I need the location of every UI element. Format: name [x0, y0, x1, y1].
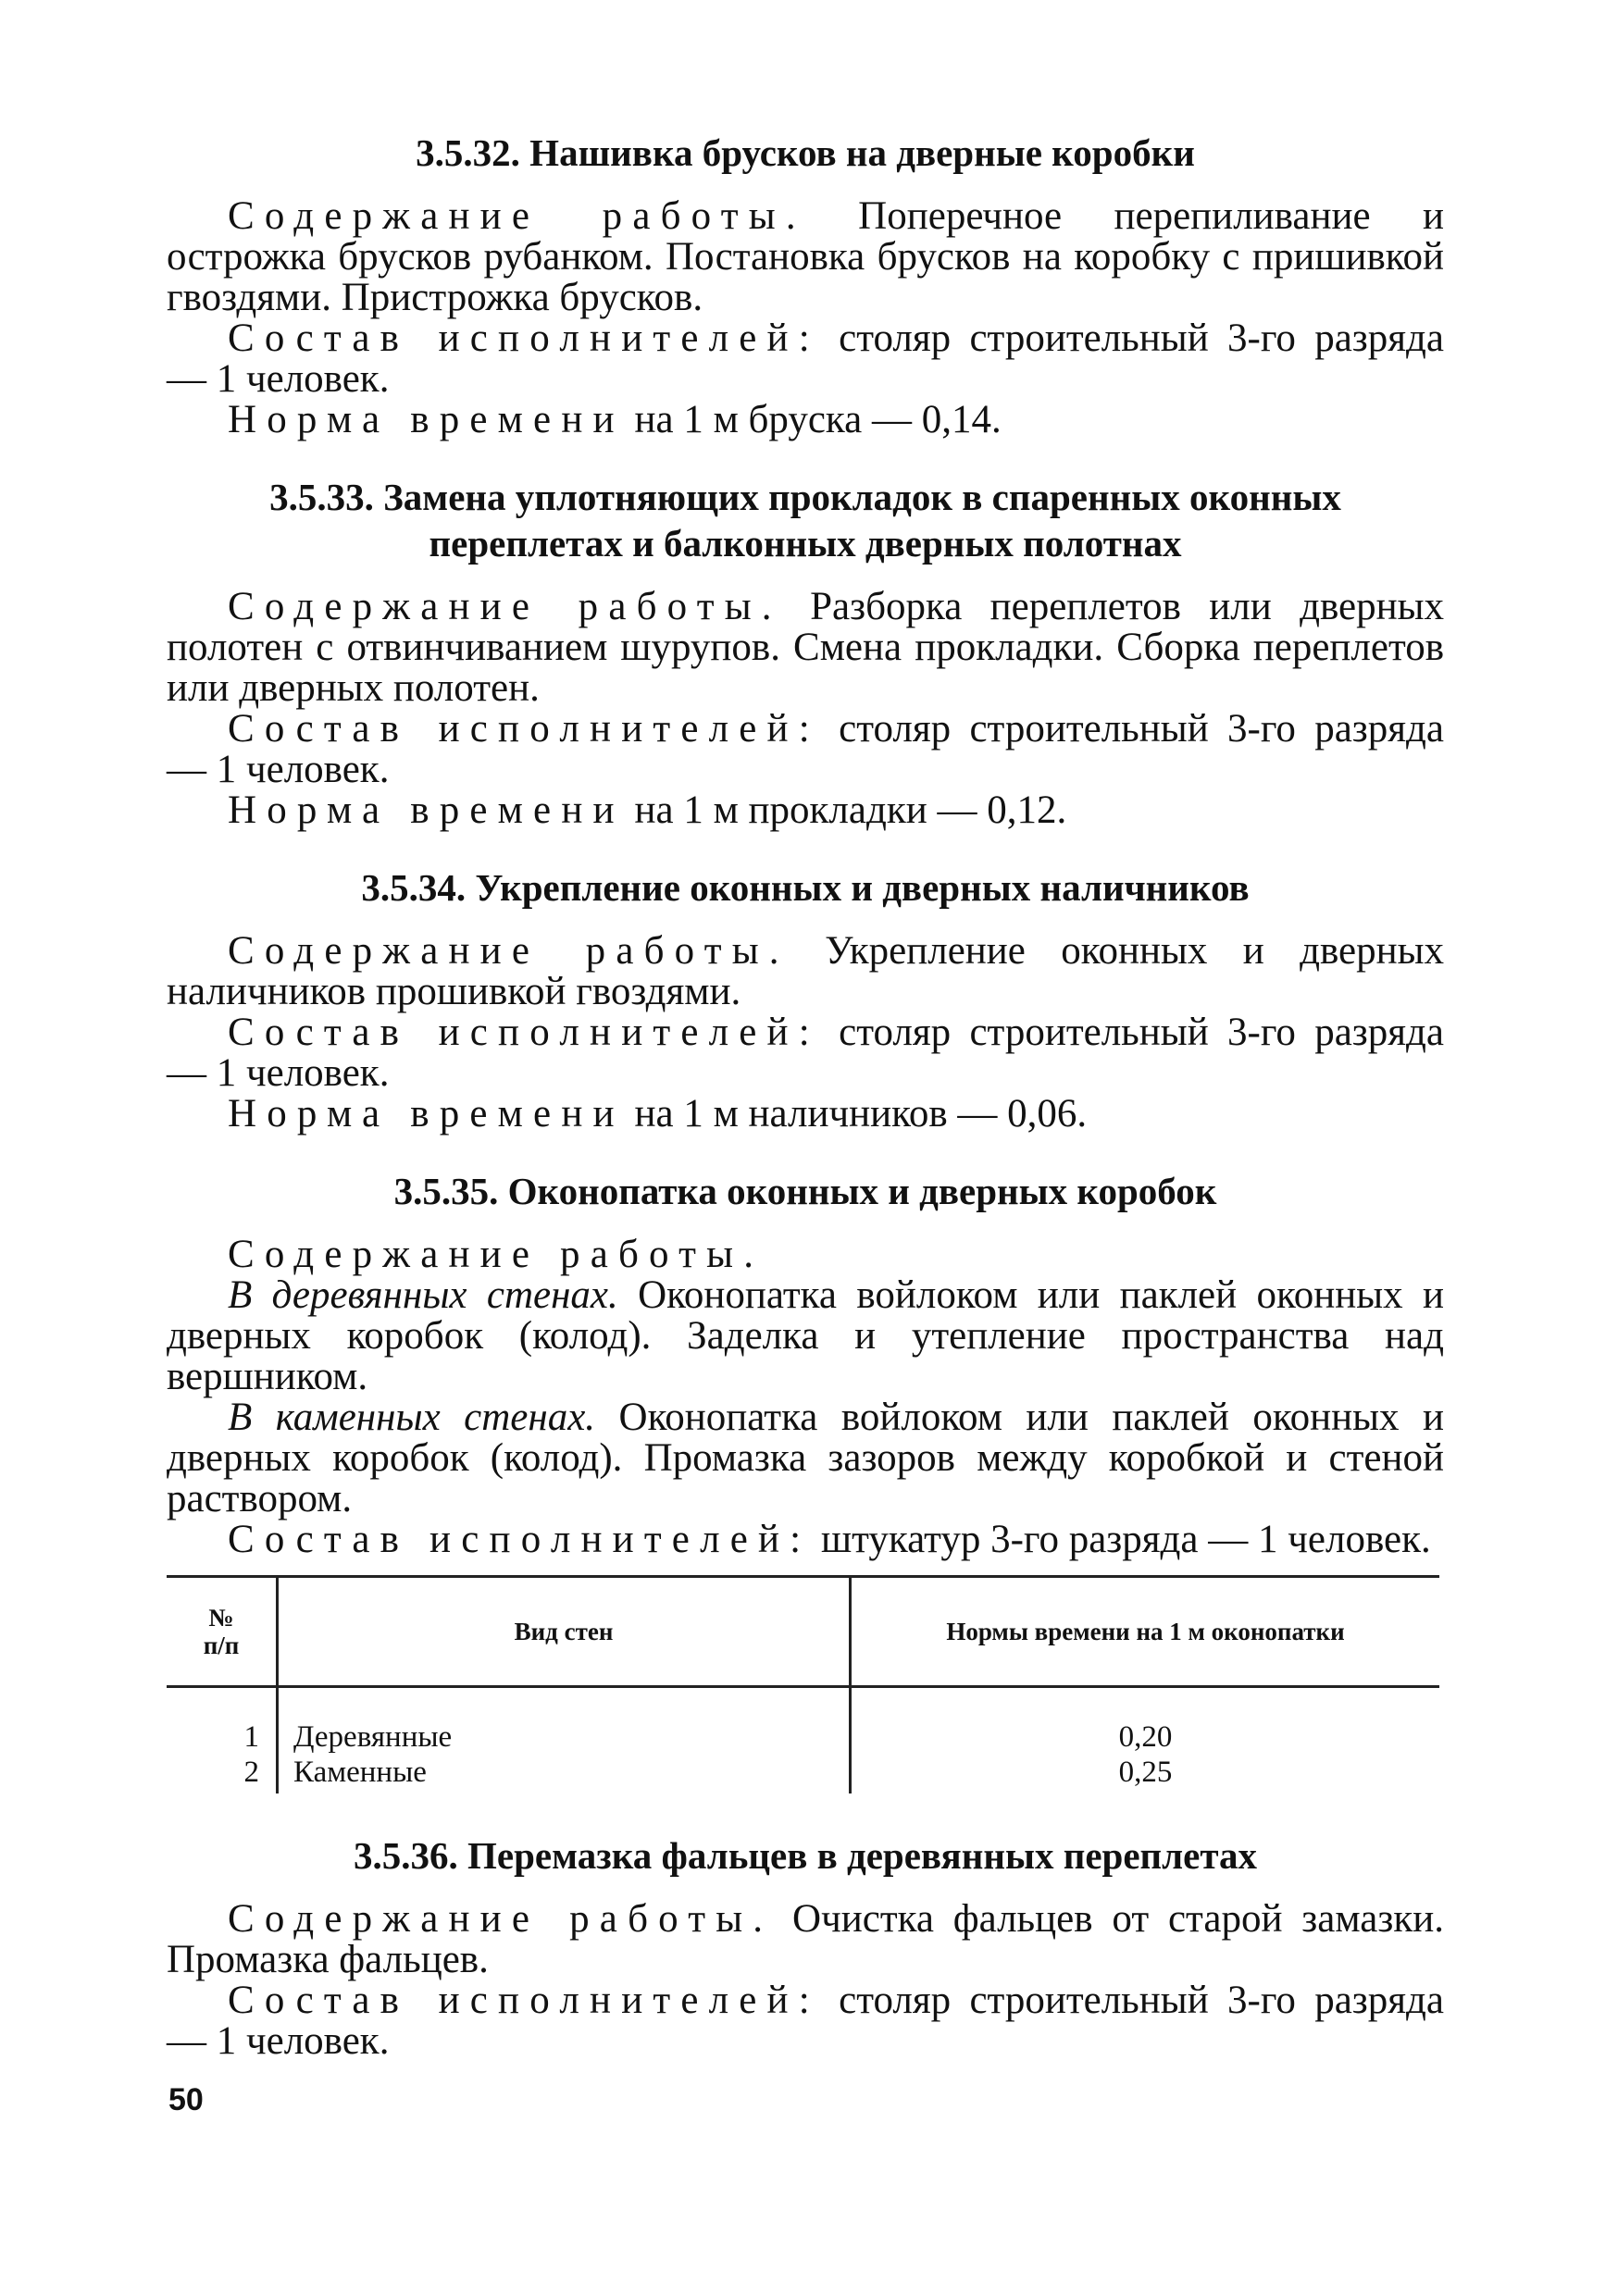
column-header-number — [167, 1577, 278, 1687]
norm-paragraph-3-5-33 — [167, 790, 1444, 831]
norm-text: на 1 м прокладки — 0,12. — [624, 788, 1067, 832]
norm-paragraph-3-5-34 — [167, 1094, 1444, 1135]
staff-paragraph-3-5-35 — [167, 1520, 1444, 1560]
content-paragraph-3-5-36 — [167, 1899, 1444, 1980]
stone-walls-text: Оконопатка войлоком или паклей оконных и дверных коробок (колод). Промазка зазоров между коробкой и стеной раствором. — [167, 1396, 1444, 1520]
table-row — [167, 1687, 1439, 1756]
heading-3-5-32: 3.5.32. Нашивка брусков на дверные коробки — [416, 131, 1195, 174]
norm-label: Норма времени — [228, 1092, 625, 1136]
staff-label: Состав исполнителей: — [228, 1979, 820, 2022]
staff-paragraph-3-5-34 — [167, 1012, 1444, 1094]
staff-paragraph-3-5-33 — [167, 709, 1444, 790]
heading-3-5-36: 3.5.36. Перемазка фальцев в деревянных переплетах — [354, 1834, 1257, 1877]
norm-text: на 1 м бруска — 0,14. — [624, 398, 1002, 441]
content-label: Содержание работы. — [228, 194, 806, 238]
staff-label: Состав исполнителей: — [228, 1518, 812, 1561]
table-header-row — [167, 1577, 1439, 1687]
row-time-norm: 0,20 — [851, 1687, 1440, 1756]
staff-paragraph-3-5-32 — [167, 318, 1444, 400]
heading-3-5-34: 3.5.34. Укрепление оконных и дверных наличников — [361, 866, 1250, 909]
content-label: Содержание работы. — [228, 1897, 774, 1941]
column-header-number-line-2: п/п — [203, 1632, 240, 1659]
staff-label: Состав исполнителей: — [228, 707, 820, 751]
content-paragraph-3-5-35 — [167, 1235, 1444, 1275]
heading-line-2: переплетах и балконных дверных полотнах — [429, 522, 1182, 565]
norm-paragraph-3-5-32 — [167, 400, 1444, 441]
staff-text: штукатур 3-го разряда — 1 человек. — [811, 1518, 1431, 1561]
staff-text: столяр строительный 3-го разряда — 1 человек. — [167, 1979, 1445, 2063]
row-wall-type: Каменные — [278, 1755, 851, 1793]
content-text: Укрепление оконных и дверных наличников прошивкой гвоздями. — [167, 929, 1444, 1013]
heading-3-5-33 — [167, 474, 1444, 566]
staff-text: столяр строительный 3-го разряда — 1 человек. — [167, 1011, 1445, 1095]
row-wall-type: Деревянные — [278, 1687, 851, 1756]
stone-walls-label: В каменных стенах. — [228, 1396, 596, 1439]
wood-walls-label: В деревянных стенах. — [228, 1273, 618, 1317]
stone-walls-paragraph — [167, 1397, 1444, 1520]
norm-text: на 1 м наличников — 0,06. — [624, 1092, 1088, 1136]
wood-walls-paragraph — [167, 1275, 1444, 1397]
content-paragraph-3-5-32 — [167, 196, 1444, 318]
norm-label: Норма времени — [228, 788, 625, 832]
content-paragraph-3-5-34 — [167, 931, 1444, 1012]
content-text: Поперечное перепиливание и острожка брусков рубанком. Постановка брусков на коробку с пришивкой гвоздями. Пристрожка брусков. — [167, 194, 1444, 319]
staff-text: столяр строительный 3-го разряда — 1 человек. — [167, 316, 1445, 401]
content-label: Содержание работы. — [228, 929, 790, 973]
staff-label: Состав исполнителей: — [228, 1011, 820, 1054]
content-paragraph-3-5-33 — [167, 587, 1444, 709]
heading-3-5-35: 3.5.35. Оконопатка оконных и дверных коробок — [393, 1170, 1217, 1212]
caulking-norms-table — [167, 1575, 1439, 1793]
heading-line-1: 3.5.33. Замена уплотняющих прокладок в спаренных оконных — [269, 476, 1341, 518]
content-label: Содержание работы. — [228, 1233, 765, 1276]
row-number: 1 — [243, 1720, 259, 1754]
content-label: Содержание работы. — [228, 585, 782, 628]
row-number: 2 — [243, 1756, 259, 1789]
table-row — [167, 1755, 1439, 1793]
norm-label: Норма времени — [228, 398, 625, 441]
row-time-norm: 0,25 — [851, 1755, 1440, 1793]
page-number: 50 — [168, 2082, 204, 2117]
column-header-number-line-1: № — [208, 1604, 234, 1632]
staff-paragraph-3-5-36 — [167, 1980, 1444, 2062]
page — [167, 130, 1444, 2062]
staff-text: столяр строительный 3-го разряда — 1 человек. — [167, 707, 1445, 791]
wood-walls-text: Оконопатка войлоком или паклей оконных и дверных коробок (колод). Заделка и утепление пространства над вершником. — [167, 1273, 1444, 1398]
column-header-wall-type: Вид стен — [278, 1577, 851, 1687]
content-text: Разборка переплетов или дверных полотен с отвинчиванием шурупов. Смена прокладки. Сборка переплетов или дверных полотен. — [167, 585, 1444, 710]
staff-label: Состав исполнителей: — [228, 316, 820, 360]
content-text: Очистка фальцев от старой замазки. Промазка фальцев. — [167, 1897, 1444, 1981]
column-header-time-norm: Нормы времени на 1 м оконопатки — [851, 1577, 1440, 1687]
